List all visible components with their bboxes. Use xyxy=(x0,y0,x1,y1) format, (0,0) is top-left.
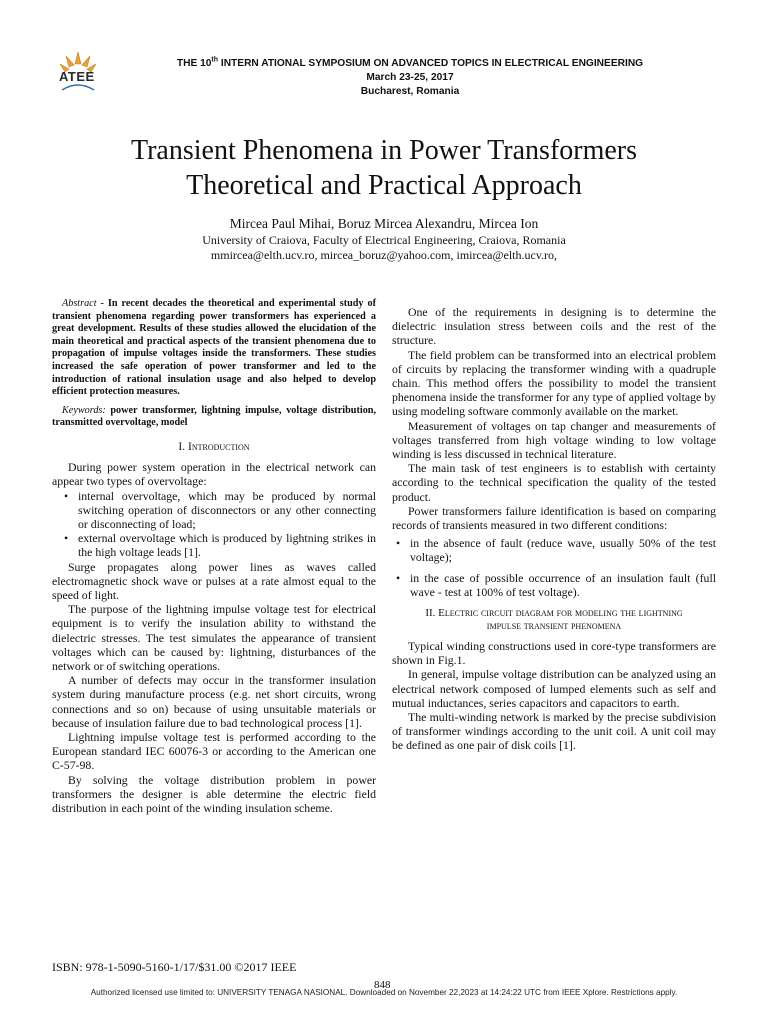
conference-header xyxy=(130,57,690,99)
page-number: 848 xyxy=(374,979,391,991)
right-paragraph-1: One of the requirements in designing is to determine the dielectric insulation stress between coils and the rest of the structure. xyxy=(392,305,716,348)
intro-paragraph-4: A number of defects may occur in the transformer insulation system during manufacture process (e.g. net short circuits, wrong connections and so on) because of using unsuitable materials or because of insulation failure due to bad technological process [1]. xyxy=(52,673,376,730)
affiliation: University of Craiova, Faculty of Electrical Engineering, Craiova, Romania xyxy=(202,233,566,247)
conference-name xyxy=(130,57,690,71)
title-line-2: Theoretical and Practical Approach xyxy=(186,170,582,201)
overvoltage-list xyxy=(52,489,376,560)
authors: Mircea Paul Mihai, Boruz Mircea Alexandru, Mircea Ion xyxy=(229,216,539,231)
emails: mmircea@elth.ucv.ro, mircea_boruz@yahoo.com, imircea@elth.ucv.ro, xyxy=(210,248,558,262)
logo-text: ATEE xyxy=(59,69,95,84)
section-1-heading: I. Introduction xyxy=(178,440,250,453)
conference-name-sup: th xyxy=(211,56,219,64)
conference-name-prefix: THE 10 xyxy=(176,58,212,69)
abstract-label: Abstract xyxy=(62,298,97,309)
isbn: ISBN: 978-1-5090-5160-1/17/$31.00 ©2017 IEEE xyxy=(52,960,297,974)
list-item: • in the case of possible occurrence of an insulation fault (full wave - test at 100% of test voltage). xyxy=(392,571,716,599)
abstract xyxy=(52,298,376,399)
keywords-text: power transformer, lightning impulse, voltage distribution, transmitted overvoltage, model xyxy=(52,404,376,429)
right-paragraph-4: The main task of test engineers is to establish with certainty according to the technical specification the quality of the tested product. xyxy=(392,461,716,504)
title-line-1: Transient Phenomena in Power Transformers xyxy=(130,135,638,166)
left-column xyxy=(52,298,376,815)
keywords-label: Keywords: xyxy=(62,404,106,416)
right-paragraph-6: Typical winding constructions used in core-type transformers are shown in Fig.1. xyxy=(392,639,716,668)
license-notice: Authorized licensed use limited to: UNIVERSITY TENAGA NASIONAL. Downloaded on November 22,2023 at 14:24:22 UTC from IEEE Xplore. Restrictions apply. xyxy=(90,988,678,997)
intro-paragraph-5: Lightning impulse voltage test is performed according to the European standard IEC 60076-3 or according to the American one C-57-98. xyxy=(52,730,376,773)
list-item: • external overvoltage which is produced by lightning strikes in the high voltage leads [1]. xyxy=(52,531,376,559)
right-paragraph-8: The multi-winding network is marked by the precise subdivision of transformer windings according to the unit coil. A unit coil may be defined as one pair of disk coils [1]. xyxy=(392,710,716,753)
conference-date: March 23-25, 2017 xyxy=(366,72,454,83)
section-2-heading-line-2: impulse transient phenomena xyxy=(486,620,622,633)
intro-paragraph-1: During power system operation in the electrical network can appear two types of overvoltage: xyxy=(52,460,376,489)
conditions-list xyxy=(392,536,716,599)
conference-name-rest: INTERN ATIONAL SYMPOSIUM ON ADVANCED TOPICS IN ELECTRICAL ENGINEERING xyxy=(218,58,644,69)
right-paragraph-3: Measurement of voltages on tap changer and measurements of voltages transferred from high voltage winding to low voltage winding is less discussed in technical literature. xyxy=(392,418,716,462)
intro-paragraph-3: The purpose of the lightning impulse voltage test for electrical equipment is to verify the insulation ability to withstand the dielectric stresses. The test simulates the appearance of transient voltages which can be caused by: lightning, disturbances of the network or of switching operations. xyxy=(52,602,376,673)
intro-paragraph-6: By solving the voltage distribution problem in power transformers the designer is able determine the electric field distribution in each point of the winding insulation scheme. xyxy=(52,772,376,816)
conference-place: Bucharest, Romania xyxy=(360,86,460,97)
keywords xyxy=(52,405,376,430)
right-paragraph-5: Power transformers failure identification is based on comparing records of transients measured in two different conditions: xyxy=(392,503,716,533)
list-item: • internal overvoltage, which may be produced by normal switching operation of disconnectors or any other connecting or disconnecting of load; xyxy=(52,489,376,532)
right-paragraph-7: In general, impulse voltage distribution can be analyzed using an electrical network composed of lumped elements such as self and mutual inductances, series capacitors and capacitors to earth. xyxy=(392,667,716,710)
right-column xyxy=(392,305,716,753)
right-paragraph-2: The field problem can be transformed into an electrical problem of circuits by replacing the transformer winding with a quadruple chain. This method offers the possibility to model the transient phenomena inside the transformer for any type of applied voltage by using modeling software commonly available on the market. xyxy=(392,347,716,419)
section-2-heading xyxy=(392,607,716,633)
paper-title xyxy=(0,133,768,203)
list-item: • in the absence of fault (reduce wave, usually 50% of the test voltage); xyxy=(392,536,716,564)
section-2-heading-line-1: II. Electric circuit diagram for modeling the lightning xyxy=(425,607,683,620)
atee-logo xyxy=(56,50,100,92)
abstract-text: - In recent decades the theoretical and experimental study of transient phenomena regarding power transformers has experienced a great development. Results of these studies allowed the elucidation of the main theoretical and practical aspects of the transient phenomena due to propagation of impulse voltages inside the transformers. These studies increased the safe operation of power transformer and led to the introduction of rational insulation usage and also helped to develop efficient protection measures. xyxy=(52,298,376,398)
intro-paragraph-2: Surge propagates along power lines as waves called electromagnetic shock wave or pulses at a rate almost equal to the speed of light. xyxy=(52,559,376,602)
